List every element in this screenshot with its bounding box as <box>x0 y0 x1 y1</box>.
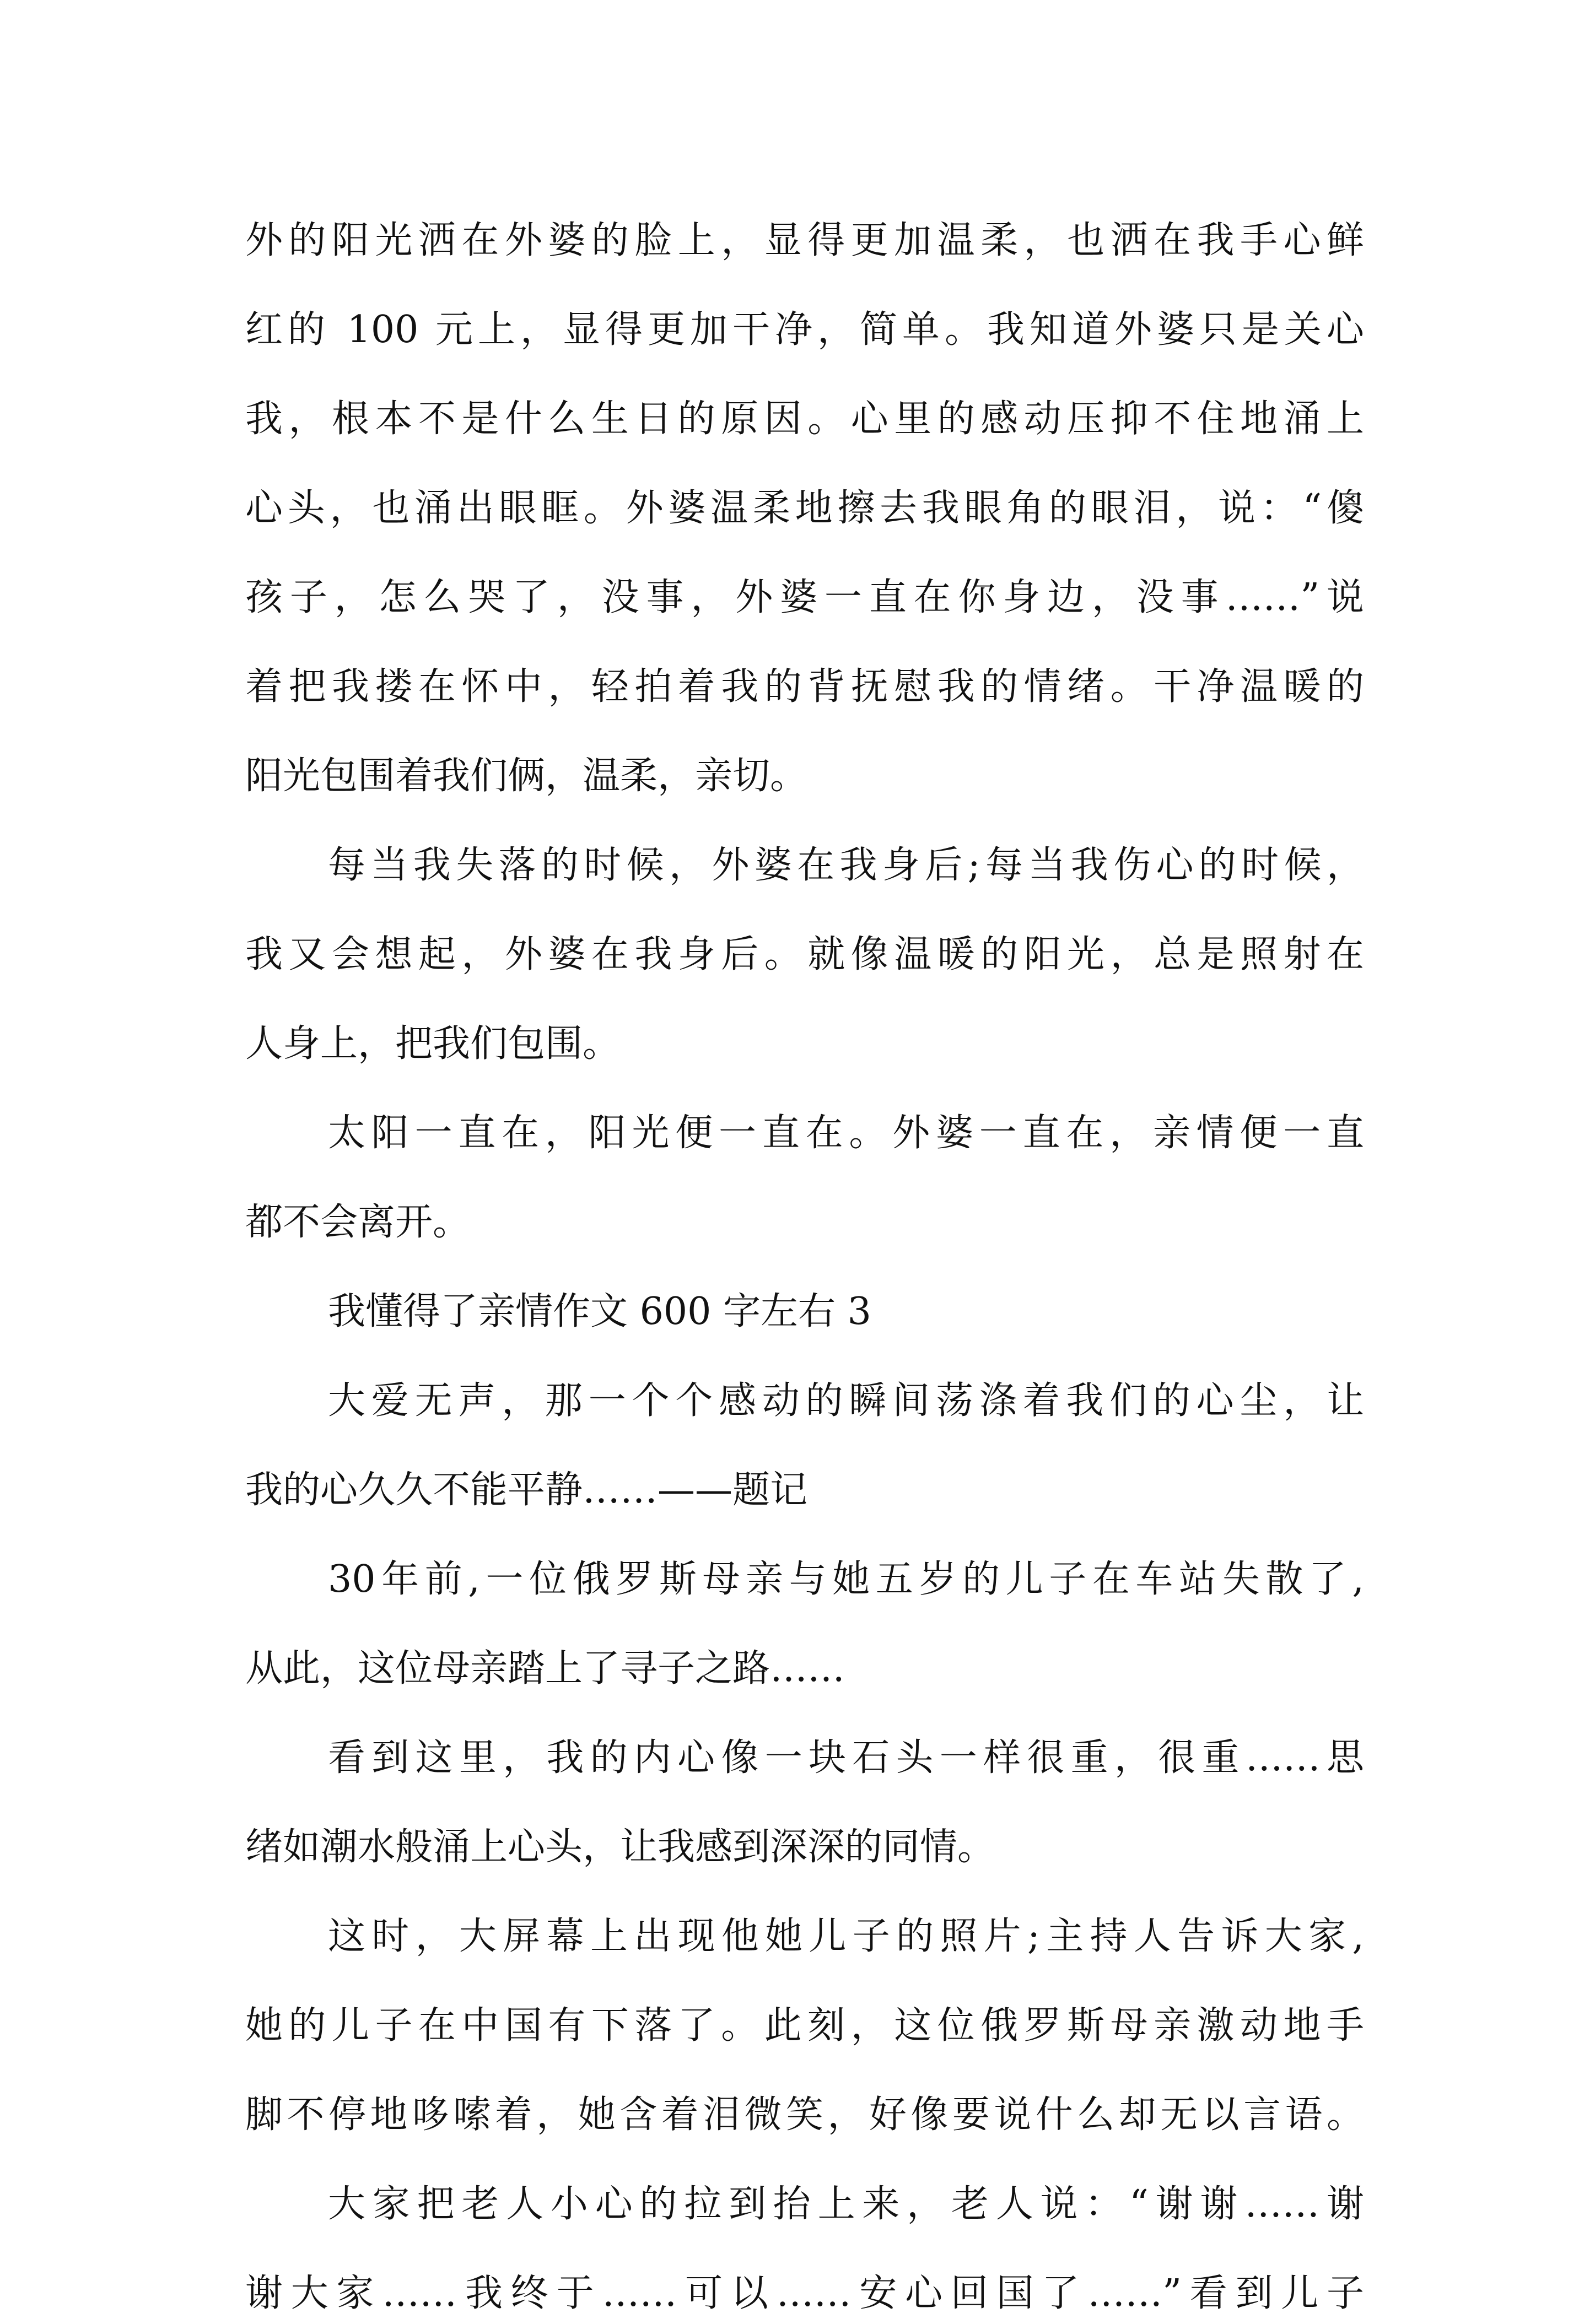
text-line-1: 外的阳光洒在外婆的脸上，显得更加温柔，也洒在我手心鲜 <box>245 219 1364 262</box>
text-line-24: 谢大家……我终于……可以……安心回国了……”看到儿子 <box>245 2272 1364 2315</box>
text-line-15: 我的心久久不能平静……——题记 <box>245 1468 808 1512</box>
text-line-21: 她的儿子在中国有下落了。此刻，这位俄罗斯母亲激动地手 <box>245 2004 1364 2047</box>
text-line-6: 着把我搂在怀中，轻拍着我的背抚慰我的情绪。干净温暖的 <box>245 665 1364 709</box>
text-line-7: 阳光包围着我们俩，温柔，亲切。 <box>245 754 808 798</box>
text-line-17: 从此，这位母亲踏上了寻子之路…… <box>245 1647 845 1690</box>
text-line-14: 大爱无声，那一个个感动的瞬间荡涤着我们的心尘，让 <box>328 1379 1364 1423</box>
text-line-20: 这时，大屏幕上出现他她儿子的照片;主持人告诉大家, <box>328 1915 1364 1958</box>
text-line-23: 大家把老人小心的拉到抬上来，老人说：“谢谢……谢 <box>328 2182 1364 2226</box>
text-line-2: 红的 100 元上，显得更加干净，简单。我知道外婆只是关心 <box>245 308 1364 352</box>
text-line-19: 绪如潮水般涌上心头，让我感到深深的同情。 <box>245 1825 995 1869</box>
text-line-3: 我，根本不是什么生日的原因。心里的感动压抑不住地涌上 <box>245 397 1364 441</box>
section-heading: 我懂得了亲情作文 600 字左右 3 <box>328 1290 871 1333</box>
text-line-4: 心头，也涌出眼眶。外婆温柔地擦去我眼角的眼泪，说：“傻 <box>245 487 1364 530</box>
text-line-11: 太阳一直在，阳光便一直在。外婆一直在，亲情便一直 <box>328 1111 1364 1155</box>
text-line-22: 脚不停地哆嗦着，她含着泪微笑，好像要说什么却无以言语。 <box>245 2093 1364 2137</box>
text-line-5: 孩子，怎么哭了，没事，外婆一直在你身边，没事……”说 <box>245 576 1364 619</box>
text-line-8: 每当我失落的时候，外婆在我身后;每当我伤心的时候， <box>328 844 1364 887</box>
text-line-16: 30年前,一位俄罗斯母亲与她五岁的儿子在车站失散了, <box>328 1558 1364 1601</box>
text-line-9: 我又会想起，外婆在我身后。就像温暖的阳光，总是照射在 <box>245 933 1364 976</box>
text-line-10: 人身上，把我们包围。 <box>245 1022 621 1066</box>
text-line-18: 看到这里，我的内心像一块石头一样很重，很重……思 <box>328 1736 1364 1780</box>
text-line-12: 都不会离开。 <box>245 1201 471 1244</box>
